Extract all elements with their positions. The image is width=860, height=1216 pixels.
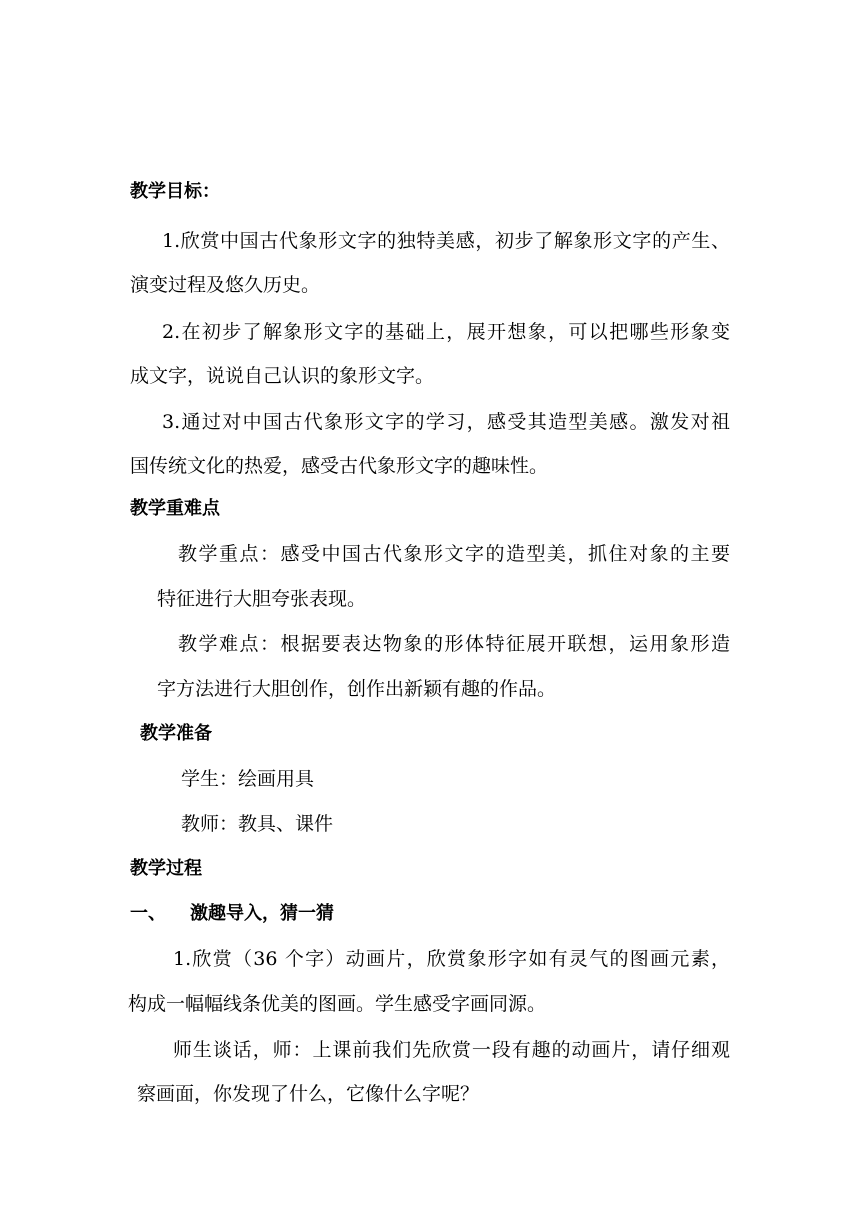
dialogue-line-2: 察画面，你发现了什么，它像什么字呢？ [137, 1083, 480, 1105]
difficulty-line-1: 教学难点：根据要表达物象的形体特征展开联想，运用象形造 [178, 633, 730, 655]
keypoints-heading: 教学重难点 [130, 498, 220, 519]
objective-2-line-2: 成文字，说说自己认识的象形文字。 [130, 365, 435, 387]
dialogue-line-1: 师生谈话，师：上课前我们先欣赏一段有趣的动画片，请仔细观 [173, 1039, 730, 1061]
step-1-line-2: 构成一幅幅线条优美的图画。学生感受字画同源。 [128, 993, 547, 1015]
section-1-title: 激趣导入，猜一猜 [190, 903, 334, 924]
objectives-heading: 教学目标： [130, 181, 220, 202]
objective-2-line-1: 2.在初步了解象形文字的基础上，展开想象，可以把哪些形象变 [162, 321, 730, 343]
process-heading: 教学过程 [130, 858, 202, 879]
prep-heading: 教学准备 [140, 723, 212, 744]
keypoint-line-1: 教学重点：感受中国古代象形文字的造型美，抓住对象的主要 [178, 543, 730, 565]
step-1-line-1: 1.欣赏（36 个字）动画片，欣赏象形字如有灵气的图画元素， [173, 948, 730, 970]
difficulty-line-2: 字方法进行大胆创作，创作出新颖有趣的作品。 [157, 678, 557, 700]
objective-3-line-1: 3.通过对中国古代象形文字的学习，感受其造型美感。激发对祖 [162, 411, 730, 433]
objective-1-line-2: 演变过程及悠久历史。 [130, 274, 321, 296]
objective-1-line-1: 1.欣赏中国古代象形文字的独特美感，初步了解象形文字的产生、 [162, 230, 730, 252]
prep-student: 学生：绘画用具 [181, 768, 315, 790]
keypoint-line-2: 特征进行大胆夸张表现。 [157, 588, 367, 610]
prep-teacher: 教师：教具、课件 [181, 813, 334, 835]
section-1-number: 一、 [130, 903, 166, 924]
objective-3-line-2: 国传统文化的热爱，感受古代象形文字的趣味性。 [130, 455, 549, 477]
